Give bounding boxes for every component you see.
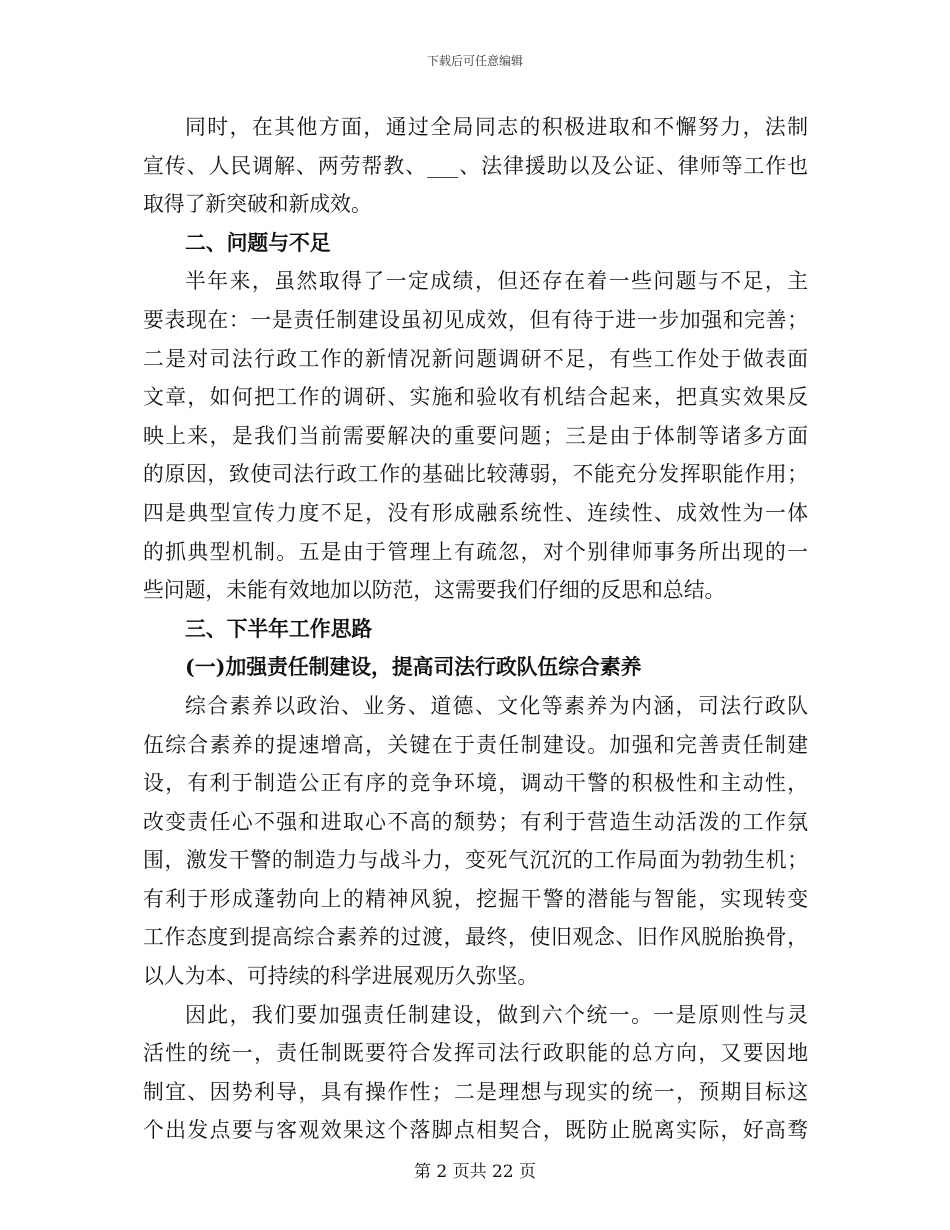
paragraph-line: 同时，在其他方面，通过全局同志的积极进取和不懈努力，法制 <box>185 115 808 139</box>
paragraph-line: 文章，如何把工作的调研、实施和验收有机结合起来，把真实效果反 <box>143 385 808 410</box>
page-header: 下载后可任意编辑 <box>426 54 523 68</box>
paragraph-line: 宣传、人民调解、两劳帮教、___、法律援助以及公证、律师等工作也 <box>143 153 808 178</box>
paragraph-line: 取得了新突破和新成效。 <box>143 192 372 217</box>
paragraph-line: 要表现在：一是责任制建设虽初见成效，但有待于进一步加强和完善； <box>143 307 808 332</box>
paragraph-line: 设，有利于制造公正有序的竞争环境，调动干警的积极性和主动性， <box>143 771 808 796</box>
paragraph-line: 四是典型宣传力度不足，没有形成融系统性、连续性、成效性为一体 <box>143 500 808 525</box>
section-heading: 三、下半年工作思路 <box>185 615 373 641</box>
paragraph-line: 综合素养以政治、业务、道德、文化等素养为内涵，司法行政队 <box>185 693 808 718</box>
section-heading: 二、问题与不足 <box>185 229 331 255</box>
document-body <box>143 108 808 1150</box>
paragraph-line: 伍综合素养的提速增高，关键在于责任制建设。加强和完善责任制建 <box>143 732 808 757</box>
paragraph-line: 制宜、因势利导，具有操作性；二是理想与现实的统一，预期目标这 <box>143 1079 808 1104</box>
paragraph-line: 以人为本、可持续的科学进展观历久弥坚。 <box>143 964 539 989</box>
subsection-heading: (一)加强责任制建设，提高司法行政队伍综合素养 <box>185 654 642 680</box>
paragraph-line: 半年来，虽然取得了一定成绩，但还存在着一些问题与不足，主 <box>185 269 808 294</box>
paragraph-line: 的抓典型机制。五是由于管理上有疏忽，对个别律师事务所出现的一 <box>143 539 808 564</box>
page-footer: 第 2 页共 22 页 <box>413 1162 537 1182</box>
paragraph-line: 改变责任心不强和进取心不高的颓势；有利于营造生动活泼的工作氛 <box>143 809 808 834</box>
paragraph-line: 工作态度到提高综合素养的过渡，最终，使旧观念、旧作风脱胎换骨， <box>143 925 808 950</box>
paragraph-line: 个出发点要与客观效果这个落脚点相契合，既防止脱离实际，好高骛 <box>143 1118 808 1143</box>
paragraph-line: 些问题，未能有效地加以防范，这需要我们仔细的反思和总结。 <box>143 578 726 603</box>
paragraph-line: 二是对司法行政工作的新情况新问题调研不足，有些工作处于做表面 <box>143 346 808 371</box>
paragraph-line: 活性的统一，责任制既要符合发挥司法行政职能的总方向，又要因地 <box>143 1041 808 1066</box>
paragraph-line: 映上来，是我们当前需要解决的重要问题；三是由于体制等诸多方面 <box>143 423 808 448</box>
paragraph-line: 有利于形成蓬勃向上的精神风貌，挖掘干警的潜能与智能，实现转变 <box>143 886 808 911</box>
paragraph-line: 的原因，致使司法行政工作的基础比较薄弱，不能充分发挥职能作用； <box>143 462 808 487</box>
paragraph-line: 围，激发干警的制造力与战斗力，变死气沉沉的工作局面为勃勃生机； <box>143 848 808 873</box>
paragraph-line: 因此，我们要加强责任制建设，做到六个统一。一是原则性与灵 <box>185 1002 808 1027</box>
